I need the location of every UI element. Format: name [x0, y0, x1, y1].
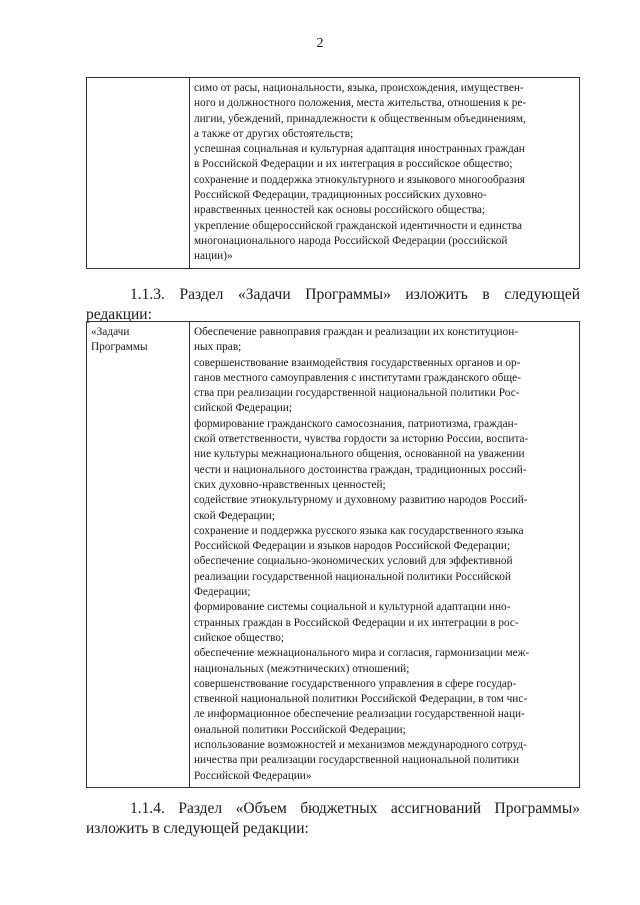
table2-line: ничества при реализации государственной национальной политики [194, 754, 520, 767]
table1-line: сохранение и поддержка этнокультурного и языкового многообразия [194, 173, 525, 186]
table2-line: Российской Федерации и языков народов Российской Федерации; [194, 540, 511, 553]
continuation-table [86, 77, 580, 269]
table2-line: сийское общество; [194, 631, 285, 644]
table1-line: в Российской Федерации и их интеграция в российское общество; [194, 158, 513, 171]
table2-line: Обеспечение равноправия граждан и реализации их конституцион- [194, 326, 519, 338]
table1-line: нравственных ценностей как основы российского общества; [194, 204, 486, 217]
table2-line: ональной политики Российской Федерации; [194, 723, 406, 736]
table2-line: ганов местного самоуправления с институтами гражданского обще- [194, 371, 521, 384]
table2-line: ских духовно-нравственных ценностей; [194, 478, 386, 491]
table2-line: ской ответственности, чувства гордости за историю России, воспита- [194, 433, 529, 446]
table2-line: Федерации; [194, 586, 251, 599]
table2-line: использование возможностей и механизмов международного сотруд- [194, 739, 527, 752]
table2-line: ства при реализации государственной национальной политики Рос- [194, 387, 520, 400]
table2-line: совершенствование государственного управления в сфере государ- [194, 677, 517, 690]
table2-right-cell [190, 322, 580, 788]
table1-line: лигии, убеждений, принадлежности к общественным объединениям, [194, 112, 526, 125]
table2-line: чести и национального достоинства граждан, традиционных россий- [194, 463, 527, 476]
table1-line: а также от других обстоятельств; [194, 127, 354, 140]
table2-line: обеспечение межнационального мира и согласия, гармонизации меж- [194, 647, 530, 660]
table2-line: формирование системы социальной и культурной адаптации ино- [194, 601, 511, 614]
table1-line: ного и должностного положения, места жительства, отношения к ре- [194, 97, 527, 110]
tasks-table [86, 321, 580, 788]
table2-line: ственной национальной политики Российской Федерации, в том чис- [194, 693, 528, 706]
table2-line: национальных (межэтнических) отношений; [194, 662, 410, 675]
table2-line: ской Федерации; [194, 509, 275, 522]
table1-line: симо от расы, национальности, языка, происхождения, имуществен- [194, 82, 524, 94]
table1-line: Российской Федерации, традиционных российских духовно- [194, 189, 487, 202]
section-1-1-4-paragraph: 1.1.4. Раздел «Объем бюджетных ассигнований Программы» изложить в следующей редакции: [86, 800, 580, 837]
table2-line: реализации государственной национальной политики Российской [194, 570, 511, 583]
table2-line: ние культуры межнационального общения, основанной на уважении [194, 448, 525, 461]
section-1-1-3-paragraph: 1.1.3. Раздел «Задачи Программы» изложить в следующей редакции: [86, 286, 580, 323]
table1-right-cell [190, 78, 580, 269]
table2-line: содействие этнокультурному и духовному развитию народов Россий- [194, 494, 528, 507]
table1-line: успешная социальная и культурная адаптация иностранных граждан [194, 143, 525, 156]
table2-line: странных граждан в Российской Федерации и их интеграции в рос- [194, 616, 519, 629]
table2-line: сийской Федерации; [194, 402, 293, 415]
table2-line: Российской Федерации» [194, 769, 312, 782]
table1-line: укрепление общероссийской гражданской идентичности и единства [194, 219, 523, 232]
table2-line: совершенствование взаимодействия государственных органов и ор- [194, 356, 521, 369]
table1-left-cell [87, 78, 190, 269]
table2-line: ле информационное обеспечение реализации государственной наци- [194, 708, 525, 721]
table2-line: сохранение и поддержка русского языка как государственного языка [194, 524, 524, 537]
table2-left-cell: «Задачи Программы [87, 322, 190, 788]
table1-line: нации)» [194, 250, 233, 263]
page-number: 2 [316, 36, 324, 51]
table2-line: формирование гражданского самосознания, патриотизма, граждан- [194, 417, 518, 430]
table1-line: многонационального народа Российской Федерации (российской [194, 234, 508, 247]
table2-line: ных прав; [194, 341, 242, 354]
table2-line: обеспечение социально-экономических условий для эффективной [194, 555, 513, 568]
